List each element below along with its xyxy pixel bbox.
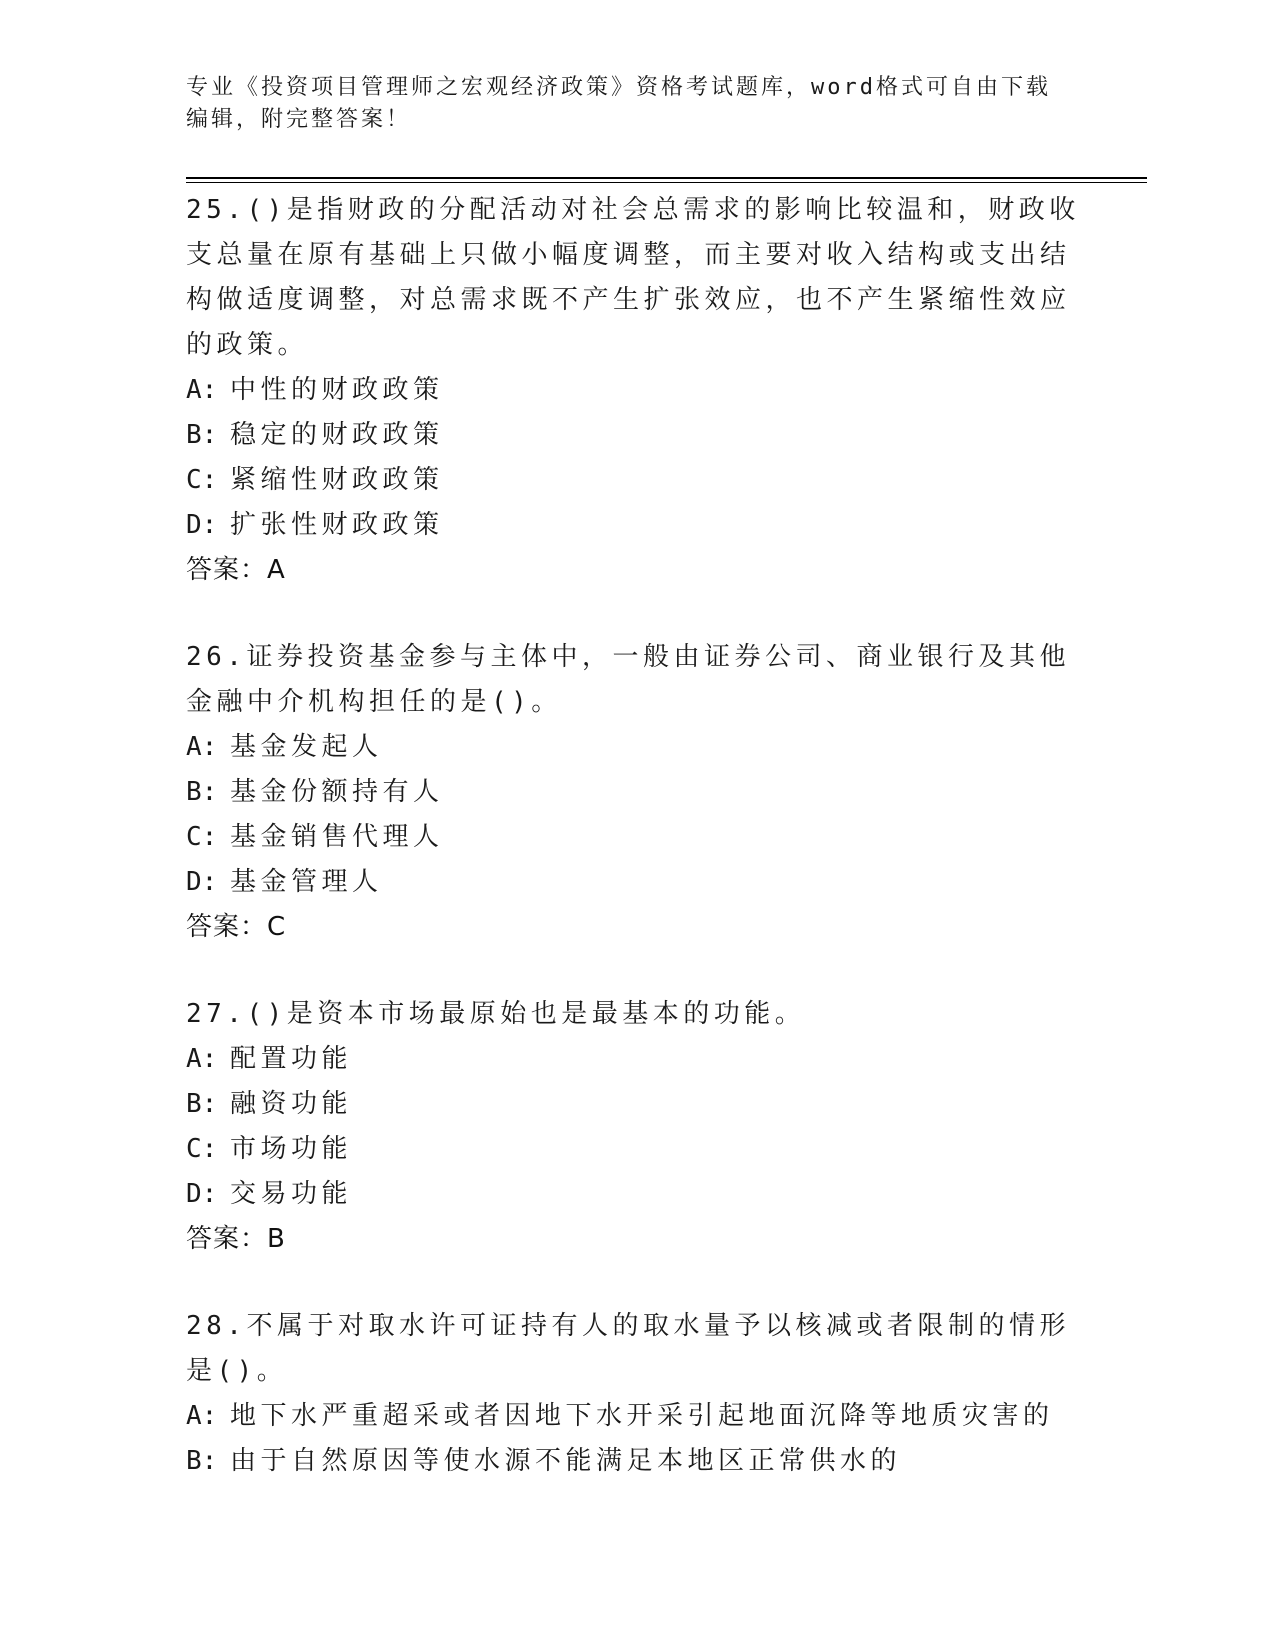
- option-letter: A:: [186, 1044, 218, 1074]
- option-letter: A:: [186, 732, 218, 762]
- option-letter: B:: [186, 777, 218, 807]
- question-27: [186, 992, 1086, 1262]
- option-c: [186, 1127, 1086, 1172]
- option-text: 市场功能: [230, 1134, 353, 1164]
- question-28: [186, 1304, 1086, 1484]
- option-letter: B:: [186, 420, 218, 450]
- option-d: [186, 860, 1086, 905]
- document-header: 专业《投资项目管理师之宏观经济政策》资格考试题库，word格式可自由下载编辑，附完整答案！: [186, 75, 1051, 132]
- option-d: [186, 503, 1086, 548]
- answer-line: 答案：C: [186, 912, 287, 942]
- option-text: 由于自然原因等使水源不能满足本地区正常供水的: [230, 1446, 902, 1476]
- option-a: [186, 1394, 1086, 1439]
- option-a: [186, 725, 1086, 770]
- option-b: [186, 1082, 1086, 1127]
- option-b: [186, 1439, 1086, 1484]
- option-letter: A:: [186, 1401, 218, 1431]
- option-text: 地下水严重超采或者因地下水开采引起地面沉降等地质灾害的: [230, 1401, 1054, 1431]
- option-text: 基金管理人: [230, 867, 383, 897]
- option-text: 中性的财政政策: [230, 375, 444, 405]
- option-text: 基金发起人: [230, 732, 383, 762]
- option-text: 基金销售代理人: [230, 822, 444, 852]
- option-text: 稳定的财政政策: [230, 420, 444, 450]
- option-letter: D:: [186, 1179, 218, 1209]
- option-b: [186, 770, 1086, 815]
- question-stem: 28.不属于对取水许可证持有人的取水量予以核减或者限制的情形是()。: [186, 1311, 1070, 1386]
- question-stem: 26.证券投资基金参与主体中，一般由证券公司、商业银行及其他金融中介机构担任的是()。: [186, 642, 1070, 717]
- option-text: 融资功能: [230, 1089, 353, 1119]
- option-b: [186, 413, 1086, 458]
- option-text: 基金份额持有人: [230, 777, 444, 807]
- option-d: [186, 1172, 1086, 1217]
- option-letter: C:: [186, 822, 218, 852]
- option-text: 配置功能: [230, 1044, 353, 1074]
- option-a: [186, 368, 1086, 413]
- question-25: [186, 188, 1086, 593]
- option-letter: B:: [186, 1089, 218, 1119]
- option-letter: A:: [186, 375, 218, 405]
- option-text: 紧缩性财政政策: [230, 465, 444, 495]
- option-letter: D:: [186, 867, 218, 897]
- option-c: [186, 815, 1086, 860]
- option-letter: B:: [186, 1446, 218, 1476]
- option-letter: C:: [186, 1134, 218, 1164]
- header-divider-thick: [186, 177, 1147, 179]
- question-26: [186, 635, 1086, 950]
- option-text: 交易功能: [230, 1179, 353, 1209]
- question-stem: 25.()是指财政的分配活动对社会总需求的影响比较温和，财政收支总量在原有基础上只做小幅度调整，而主要对收入结构或支出结构做适度调整，对总需求既不产生扩张效应，也不产生紧缩性效应的政策。: [186, 195, 1080, 360]
- question-list: [186, 188, 1086, 1526]
- answer-line: 答案：A: [186, 555, 286, 585]
- header-divider-thin: [186, 182, 1147, 183]
- option-letter: D:: [186, 510, 218, 540]
- answer-line: 答案：B: [186, 1224, 286, 1254]
- option-text: 扩张性财政政策: [230, 510, 444, 540]
- question-stem: 27.()是资本市场最原始也是最基本的功能。: [186, 999, 806, 1029]
- option-a: [186, 1037, 1086, 1082]
- option-letter: C:: [186, 465, 218, 495]
- option-c: [186, 458, 1086, 503]
